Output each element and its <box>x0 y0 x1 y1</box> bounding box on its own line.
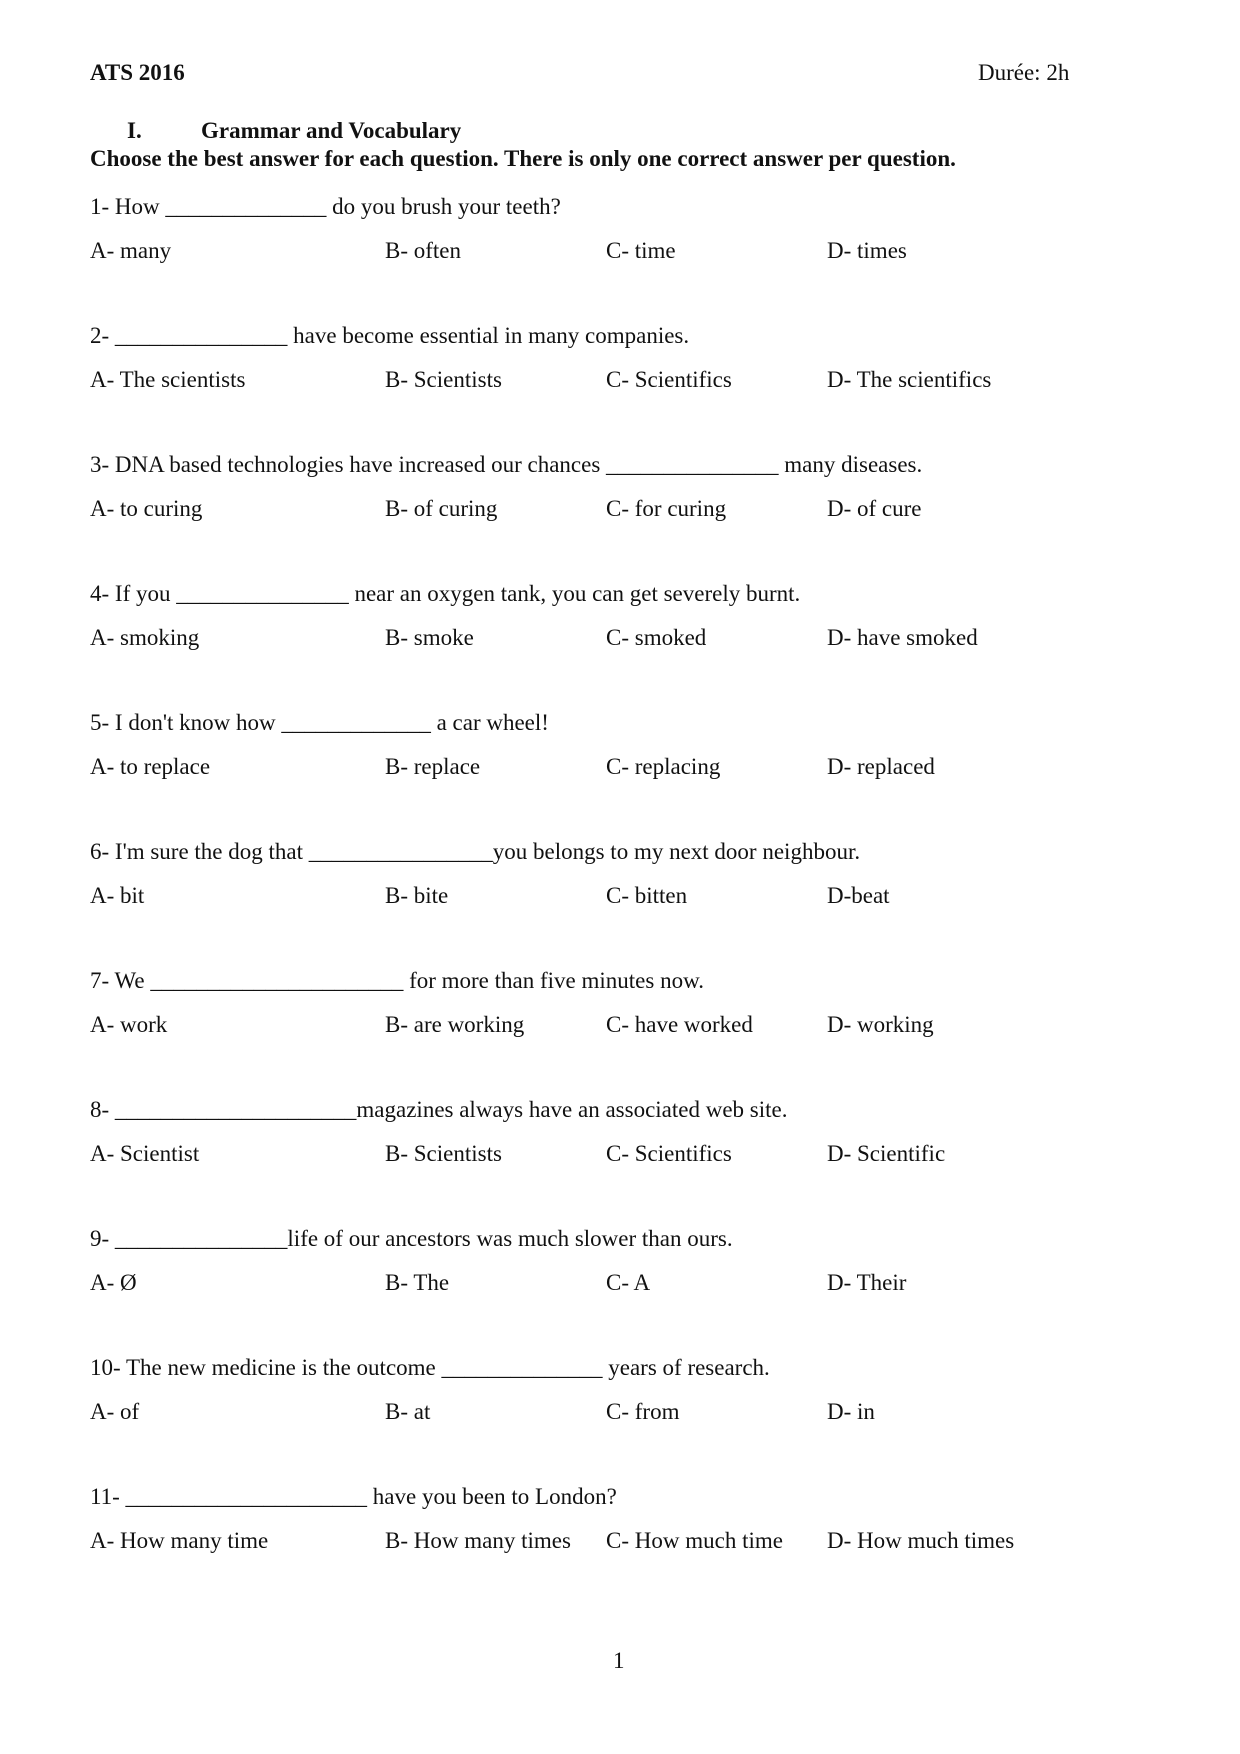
option-a[interactable]: A- bit <box>90 883 145 908</box>
option-a[interactable]: A- How many time <box>90 1528 269 1553</box>
option-b[interactable]: B- How many times <box>385 1528 571 1553</box>
question-stem: 11- _____________________ have you been to London? <box>90 1484 617 1509</box>
question-2 <box>0 321 1240 411</box>
option-a[interactable]: A- to curing <box>90 496 203 521</box>
option-c[interactable]: C- Scientifics <box>606 1141 732 1166</box>
question-stem: 6- I'm sure the dog that ________________you belongs to my next door neighbour. <box>90 839 861 864</box>
section-instructions: Choose the best answer for each question. There is only one correct answer per question. <box>90 146 956 171</box>
option-c[interactable]: C- How much time <box>606 1528 783 1553</box>
option-a[interactable]: A- Scientist <box>90 1141 200 1166</box>
option-d[interactable]: D- Their <box>827 1270 907 1295</box>
exam-duration: Durée: 2h <box>978 60 1070 85</box>
option-c[interactable]: C- time <box>606 238 676 263</box>
option-d[interactable]: D- in <box>827 1399 875 1424</box>
option-a[interactable]: A- of <box>90 1399 140 1424</box>
option-d[interactable]: D- times <box>827 238 907 263</box>
option-b[interactable]: B- Scientists <box>385 367 502 392</box>
question-10 <box>0 1353 1240 1443</box>
section-title: Grammar and Vocabulary <box>201 118 462 143</box>
option-a[interactable]: A- Ø <box>90 1270 137 1295</box>
option-b[interactable]: B- smoke <box>385 625 474 650</box>
option-a[interactable]: A- to replace <box>90 754 211 779</box>
question-stem: 7- We ______________________ for more than five minutes now. <box>90 968 704 993</box>
option-b[interactable]: B- The <box>385 1270 450 1295</box>
option-a[interactable]: A- The scientists <box>90 367 246 392</box>
option-b[interactable]: B- replace <box>385 754 481 779</box>
question-11 <box>0 1482 1240 1572</box>
option-d[interactable]: D- Scientific <box>827 1141 946 1166</box>
question-stem: 8- _____________________magazines always have an associated web site. <box>90 1097 788 1122</box>
option-d[interactable]: D- have smoked <box>827 625 978 650</box>
option-a[interactable]: A- many <box>90 238 172 263</box>
question-4 <box>0 579 1240 669</box>
option-b[interactable]: B- of curing <box>385 496 498 521</box>
question-7 <box>0 966 1240 1056</box>
question-stem: 4- If you _______________ near an oxygen tank, you can get severely burnt. <box>90 581 801 606</box>
section-number: I. <box>127 118 142 143</box>
option-d[interactable]: D- of cure <box>827 496 922 521</box>
option-c[interactable]: C- replacing <box>606 754 721 779</box>
question-stem: 9- _______________life of our ancestors was much slower than ours. <box>90 1226 733 1251</box>
question-stem: 3- DNA based technologies have increased our chances _______________ many diseases. <box>90 452 923 477</box>
question-3 <box>0 450 1240 540</box>
question-stem: 2- _______________ have become essential in many companies. <box>90 323 690 348</box>
option-a[interactable]: A- work <box>90 1012 168 1037</box>
option-a[interactable]: A- smoking <box>90 625 200 650</box>
option-b[interactable]: B- at <box>385 1399 431 1424</box>
option-d[interactable]: D- The scientifics <box>827 367 992 392</box>
option-b[interactable]: B- often <box>385 238 462 263</box>
question-stem: 1- How ______________ do you brush your teeth? <box>90 194 561 219</box>
question-stem: 5- I don't know how _____________ a car wheel! <box>90 710 549 735</box>
option-c[interactable]: C- Scientifics <box>606 367 732 392</box>
option-d[interactable]: D- working <box>827 1012 934 1037</box>
option-d[interactable]: D-beat <box>827 883 890 908</box>
page-number: 1 <box>613 1648 625 1673</box>
question-6 <box>0 837 1240 927</box>
option-c[interactable]: C- A <box>606 1270 651 1295</box>
question-5 <box>0 708 1240 798</box>
option-d[interactable]: D- How much times <box>827 1528 1015 1553</box>
question-stem: 10- The new medicine is the outcome ______________ years of research. <box>90 1355 770 1380</box>
option-b[interactable]: B- bite <box>385 883 449 908</box>
question-8 <box>0 1095 1240 1185</box>
exam-title: ATS 2016 <box>90 60 185 85</box>
option-d[interactable]: D- replaced <box>827 754 935 779</box>
option-c[interactable]: C- bitten <box>606 883 688 908</box>
question-9 <box>0 1224 1240 1314</box>
option-c[interactable]: C- smoked <box>606 625 707 650</box>
option-b[interactable]: B- Scientists <box>385 1141 502 1166</box>
option-c[interactable]: C- have worked <box>606 1012 753 1037</box>
option-c[interactable]: C- from <box>606 1399 680 1424</box>
option-b[interactable]: B- are working <box>385 1012 525 1037</box>
question-1 <box>0 192 1240 282</box>
option-c[interactable]: C- for curing <box>606 496 727 521</box>
